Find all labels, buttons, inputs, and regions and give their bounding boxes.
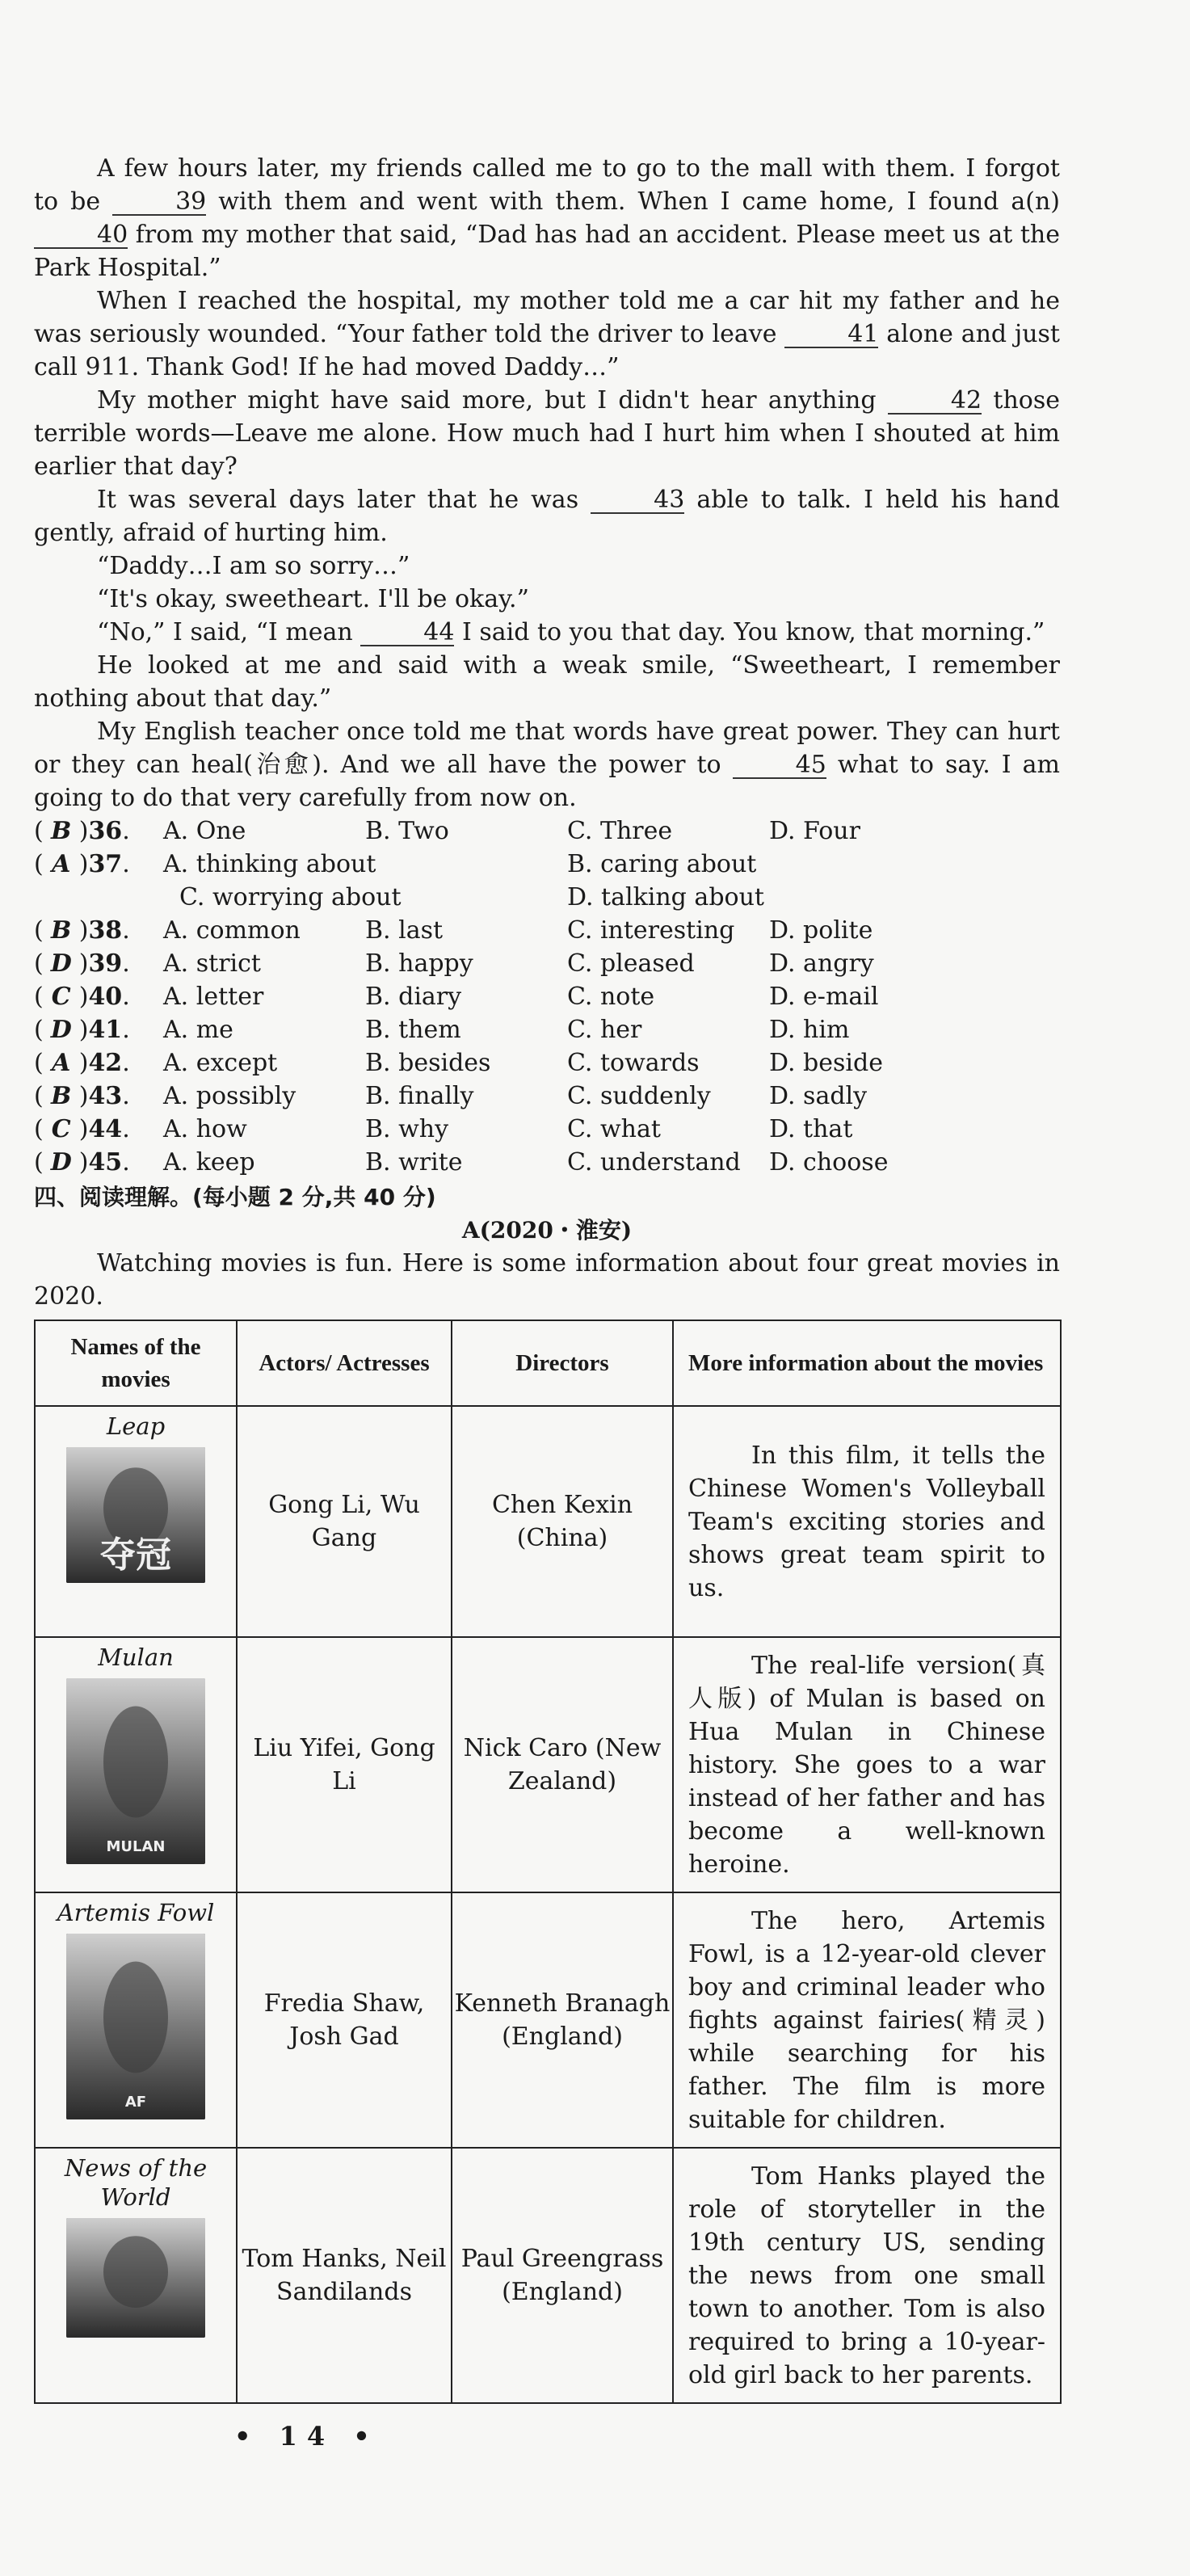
question-row — [34, 947, 1060, 980]
poster-caption: MULAN — [106, 1838, 166, 1855]
option-text: B. diary — [365, 983, 462, 1011]
question-row — [34, 814, 1060, 848]
paragraph-text: “Daddy…I am so sorry…” — [97, 552, 410, 580]
answer-letter: A — [52, 850, 71, 878]
section-heading: 四、阅读理解。(每小题 2 分,共 40 分) — [34, 1184, 436, 1210]
answer-letter: D — [50, 949, 72, 978]
answer-letter: D — [50, 1016, 72, 1044]
option-text: D. talking about — [567, 883, 764, 911]
info-text: The hero, Artemis Fowl, is a 12-year-old clever boy and criminal leader who fights against fairies(精灵) while searching for his father. The film is more suitable for children. — [688, 1906, 1045, 2134]
answer-letter: A — [52, 1049, 71, 1077]
info-text: The real-life version(真人版) of Mulan is based on Hua Mulan in Chinese history. She goes to a war instead of her father and has become a well-known heroine. — [688, 1651, 1045, 1879]
option-text: D. choose — [769, 1148, 889, 1176]
info-text: Tom Hanks played the role of storyteller in the 19th century US, sending the news from one small town to another. Tom is also required to bring a 10-year-old girl back to her parents. — [688, 2161, 1045, 2389]
question-number-cell: ( A )37. — [34, 848, 163, 881]
question-number: 43 — [88, 1082, 123, 1110]
director-cell: Kenneth Branagh (England) — [452, 1892, 673, 2148]
question-number-cell: ( B )36. — [34, 814, 163, 848]
page-number: • 14 • — [234, 2421, 380, 2452]
movie-name-cell — [35, 1637, 237, 1892]
option-text: C. interesting — [567, 916, 735, 945]
paragraph-text: with them and went with them. When I came home, I found a(n) — [206, 187, 1060, 216]
table-header-row — [35, 1320, 1061, 1406]
option-text: B. caring about — [567, 850, 757, 878]
option-text: C. note — [567, 983, 655, 1011]
option-text: A. One — [163, 817, 246, 845]
question-list — [34, 814, 1060, 1179]
director-cell: Nick Caro (New Zealand) — [452, 1637, 673, 1892]
paragraph-text: those terrible words—Leave me alone. How much had I hurt him when I shouted at him earlier that day? — [34, 386, 1060, 481]
actors-cell: Gong Li, Wu Gang — [237, 1406, 452, 1637]
answer-blank: 43 — [591, 488, 684, 514]
option-text: A. except — [163, 1049, 278, 1077]
info-cell — [673, 2148, 1061, 2403]
option-text: C. understand — [567, 1148, 741, 1176]
option-text: D. Four — [769, 817, 860, 845]
movie-title: Mulan — [98, 1644, 174, 1671]
passage-paragraph — [34, 384, 1060, 483]
question-number-cell: ( C )40. — [34, 980, 163, 1013]
question-number: 44 — [88, 1115, 123, 1143]
info-cell — [673, 1406, 1061, 1637]
poster-caption: AF — [124, 2094, 147, 2111]
question-number: 38 — [88, 916, 123, 945]
table-row — [35, 1406, 1061, 1637]
movie-poster — [66, 1678, 205, 1864]
question-number-cell — [34, 881, 179, 914]
question-number: 40 — [88, 983, 123, 1011]
option-text: D. polite — [769, 916, 873, 945]
option-text: A. me — [163, 1016, 233, 1044]
question-row — [34, 1013, 1060, 1046]
movie-title: News of the World — [64, 2154, 208, 2211]
section-subheading: A(2020・淮安) — [461, 1217, 633, 1244]
paragraph-text: I said to you that day. You know, that morning.” — [454, 618, 1045, 646]
answer-letter: C — [51, 983, 71, 1011]
movie-name-cell — [35, 2148, 237, 2403]
option-text: C. Three — [567, 817, 673, 845]
answer-blank: 44 — [360, 621, 454, 646]
question-number: 36 — [88, 817, 123, 845]
answer-blank: 40 — [34, 223, 128, 249]
table-row — [35, 1637, 1061, 1892]
table-header: Directors — [452, 1320, 673, 1406]
option-text: C. suddenly — [567, 1082, 711, 1110]
option-text: D. him — [769, 1016, 850, 1044]
option-text: B. besides — [365, 1049, 491, 1077]
actors-cell: Tom Hanks, Neil Sandilands — [237, 2148, 452, 2403]
answer-blank: 42 — [888, 389, 982, 415]
answer-letter: B — [51, 916, 72, 945]
question-number: 41 — [88, 1016, 123, 1044]
question-number-cell: ( B )43. — [34, 1080, 163, 1113]
option-text: C. worrying about — [179, 883, 402, 911]
option-text: A. letter — [163, 983, 264, 1011]
info-cell — [673, 1892, 1061, 2148]
option-text: B. why — [365, 1115, 449, 1143]
movie-title: Artemis Fowl — [57, 1899, 215, 1926]
paragraph-text: It was several days later that he was — [97, 486, 591, 514]
poster-image — [66, 2218, 205, 2338]
question-number-cell: ( D )45. — [34, 1146, 163, 1179]
option-text: A. keep — [163, 1148, 255, 1176]
question-row — [34, 914, 1060, 947]
paragraph-text: “It's okay, sweetheart. I'll be okay.” — [97, 585, 529, 613]
cloze-passage — [34, 152, 1060, 814]
option-text: D. that — [769, 1115, 853, 1143]
poster-caption: 夺冠 — [100, 1534, 171, 1576]
info-cell — [673, 1637, 1061, 1892]
table-row — [35, 2148, 1061, 2403]
paragraph-text: My English teacher once told me that words have great power. They can hurt or they can heal(治愈). And we all have the power to — [34, 718, 1060, 779]
question-number-cell: ( D )39. — [34, 947, 163, 980]
movie-table — [34, 1320, 1062, 2404]
passage-paragraph — [34, 649, 1060, 715]
option-text: A. how — [163, 1115, 247, 1143]
movie-poster — [66, 2218, 205, 2338]
movie-name-cell — [35, 1892, 237, 2148]
answer-letter: B — [51, 1082, 72, 1110]
option-text: D. angry — [769, 949, 874, 978]
option-text: D. e-mail — [769, 983, 879, 1011]
paragraph-text: able to talk. I held his hand gently, afraid of hurting him. — [34, 486, 1061, 547]
poster-image — [66, 1934, 205, 2119]
question-row — [34, 980, 1060, 1013]
option-text: B. happy — [365, 949, 473, 978]
paragraph-text: alone and just call 911. Thank God! If he had moved Daddy…” — [34, 320, 1060, 381]
question-number: 37 — [88, 850, 123, 878]
poster-image — [66, 1678, 205, 1864]
answer-blank: 45 — [733, 753, 826, 779]
passage-paragraph — [34, 616, 1060, 649]
passage-paragraph — [34, 549, 1060, 583]
option-text: D. beside — [769, 1049, 883, 1077]
table-header: More information about the movies — [673, 1320, 1061, 1406]
question-row — [34, 881, 1060, 914]
page-content — [34, 152, 1060, 2404]
actors-cell: Fredia Shaw, Josh Gad — [237, 1892, 452, 2148]
passage-paragraph — [34, 152, 1060, 284]
director-cell: Chen Kexin (China) — [452, 1406, 673, 1637]
option-text: A. possibly — [163, 1082, 296, 1110]
paragraph-text: what to say. I am going to do that very carefully from now on. — [34, 751, 1060, 812]
option-text: A. common — [163, 916, 301, 945]
section-intro: Watching movies is fun. Here is some information about four great movies in 2020. — [34, 1249, 1060, 1311]
answer-blank: 39 — [112, 190, 206, 216]
paragraph-text: “No,” I said, “I mean — [97, 618, 361, 646]
question-number: 39 — [88, 949, 123, 978]
movie-poster — [66, 1934, 205, 2119]
movie-name-cell — [35, 1406, 237, 1637]
paragraph-text: My mother might have said more, but I didn't hear anything — [97, 386, 888, 415]
table-row — [35, 1892, 1061, 2148]
option-text: B. them — [365, 1016, 461, 1044]
option-text: B. Two — [365, 817, 449, 845]
passage-paragraph — [34, 583, 1060, 616]
question-row — [34, 1146, 1060, 1179]
option-text: B. last — [365, 916, 444, 945]
passage-paragraph — [34, 715, 1060, 814]
answer-letter: D — [50, 1148, 72, 1176]
table-header: Actors/ Actresses — [237, 1320, 452, 1406]
director-cell: Paul Greengrass (England) — [452, 2148, 673, 2403]
answer-letter: B — [51, 817, 72, 845]
paragraph-text: A few hours later, my friends called me to go to the mall with them. I forgot to be — [34, 154, 1060, 216]
option-text: C. her — [567, 1016, 642, 1044]
movie-title: Leap — [106, 1412, 166, 1440]
question-row — [34, 1046, 1060, 1080]
page-number-value: 14 — [279, 2421, 335, 2452]
question-row — [34, 1113, 1060, 1146]
answer-letter: C — [51, 1115, 71, 1143]
option-text: C. towards — [567, 1049, 700, 1077]
paragraph-text: from my mother that said, “Dad has had an accident. Please meet us at the Park Hospital.” — [34, 221, 1060, 282]
option-text: D. sadly — [769, 1082, 868, 1110]
actors-cell: Liu Yifei, Gong Li — [237, 1637, 452, 1892]
question-number-cell: ( D )41. — [34, 1013, 163, 1046]
question-number-cell: ( A )42. — [34, 1046, 163, 1080]
option-text: A. strict — [163, 949, 261, 978]
info-text: In this film, it tells the Chinese Women's Volleyball Team's exciting stories and shows great team spirit to us. — [688, 1441, 1045, 1602]
paragraph-text: He looked at me and said with a weak smile, “Sweetheart, I remember nothing about that day.” — [34, 651, 1060, 713]
question-number: 45 — [88, 1148, 123, 1176]
passage-paragraph — [34, 483, 1060, 549]
table-header: Names of the movies — [35, 1320, 237, 1406]
question-number-cell: ( B )38. — [34, 914, 163, 947]
paragraph-text: When I reached the hospital, my mother told me a car hit my father and he was seriously wounded. “Your father told the driver to leave — [34, 287, 1060, 348]
option-text: C. what — [567, 1115, 661, 1143]
answer-blank: 41 — [784, 322, 878, 348]
question-number-cell: ( C )44. — [34, 1113, 163, 1146]
question-row — [34, 848, 1060, 881]
option-text: B. write — [365, 1148, 463, 1176]
option-text: B. finally — [365, 1082, 474, 1110]
question-row — [34, 1080, 1060, 1113]
passage-paragraph — [34, 284, 1060, 384]
option-text: C. pleased — [567, 949, 695, 978]
option-text: A. thinking about — [163, 850, 376, 878]
question-number: 42 — [88, 1049, 123, 1077]
movie-poster — [66, 1447, 205, 1583]
